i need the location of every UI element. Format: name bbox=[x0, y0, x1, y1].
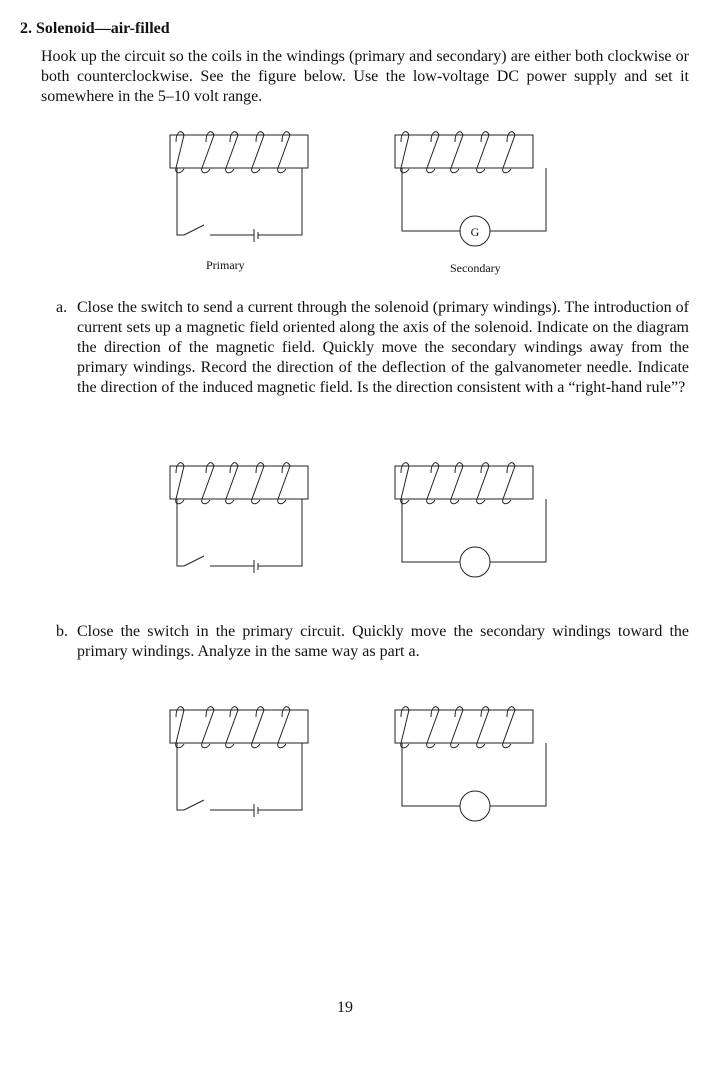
primary-solenoid bbox=[170, 707, 308, 748]
secondary-circuit bbox=[395, 132, 546, 275]
section-title: 2. Solenoid—air-filled bbox=[20, 20, 170, 37]
figure-1-circuit-diagram bbox=[0, 125, 717, 275]
battery bbox=[254, 560, 258, 573]
primary-solenoid bbox=[170, 132, 308, 173]
item-a-marker: a. bbox=[56, 299, 68, 316]
primary-circuit bbox=[170, 132, 308, 272]
galvanometer bbox=[460, 547, 490, 577]
switch bbox=[184, 556, 204, 566]
figure-3-circuit-diagram bbox=[0, 700, 717, 830]
battery bbox=[254, 804, 258, 817]
secondary-solenoid bbox=[395, 463, 533, 504]
battery bbox=[254, 229, 258, 242]
secondary-caption: Secondary bbox=[450, 261, 501, 275]
figure-2-circuit-diagram bbox=[0, 456, 717, 586]
switch bbox=[184, 225, 204, 235]
primary-solenoid bbox=[170, 463, 308, 504]
page-number: 19 bbox=[337, 999, 353, 1016]
item-b-text: Close the switch in the primary circuit. Quickly move the secondary windings toward the primary windings. Analyze in the same way as part a. bbox=[77, 623, 689, 660]
galvanometer bbox=[460, 791, 490, 821]
switch bbox=[184, 800, 204, 810]
item-b-marker: b. bbox=[56, 623, 68, 640]
item-a-text: Close the switch to send a current through the solenoid (primary windings). The introduction of current sets up a magnetic field oriented along the axis of the solenoid. Indicate on the diagram the direction of the magnetic field. Quickly move the secondary windings away from the primary windings. Record the direction of the deflection of the galvanometer needle. Indicate the direction of the induced magnetic field. Is the direction consistent with a “right-hand rule”? bbox=[77, 299, 689, 396]
primary-caption: Primary bbox=[206, 258, 245, 272]
intro-paragraph: Hook up the circuit so the coils in the windings (primary and secondary) are either both clockwise or both counterclockwise. See the figure below. Use the low-voltage DC power supply and set it somewhere in the 5–10 volt range. bbox=[41, 48, 689, 105]
secondary-solenoid bbox=[395, 707, 533, 748]
galvanometer-label: G bbox=[470, 225, 480, 239]
secondary-solenoid bbox=[395, 132, 533, 173]
